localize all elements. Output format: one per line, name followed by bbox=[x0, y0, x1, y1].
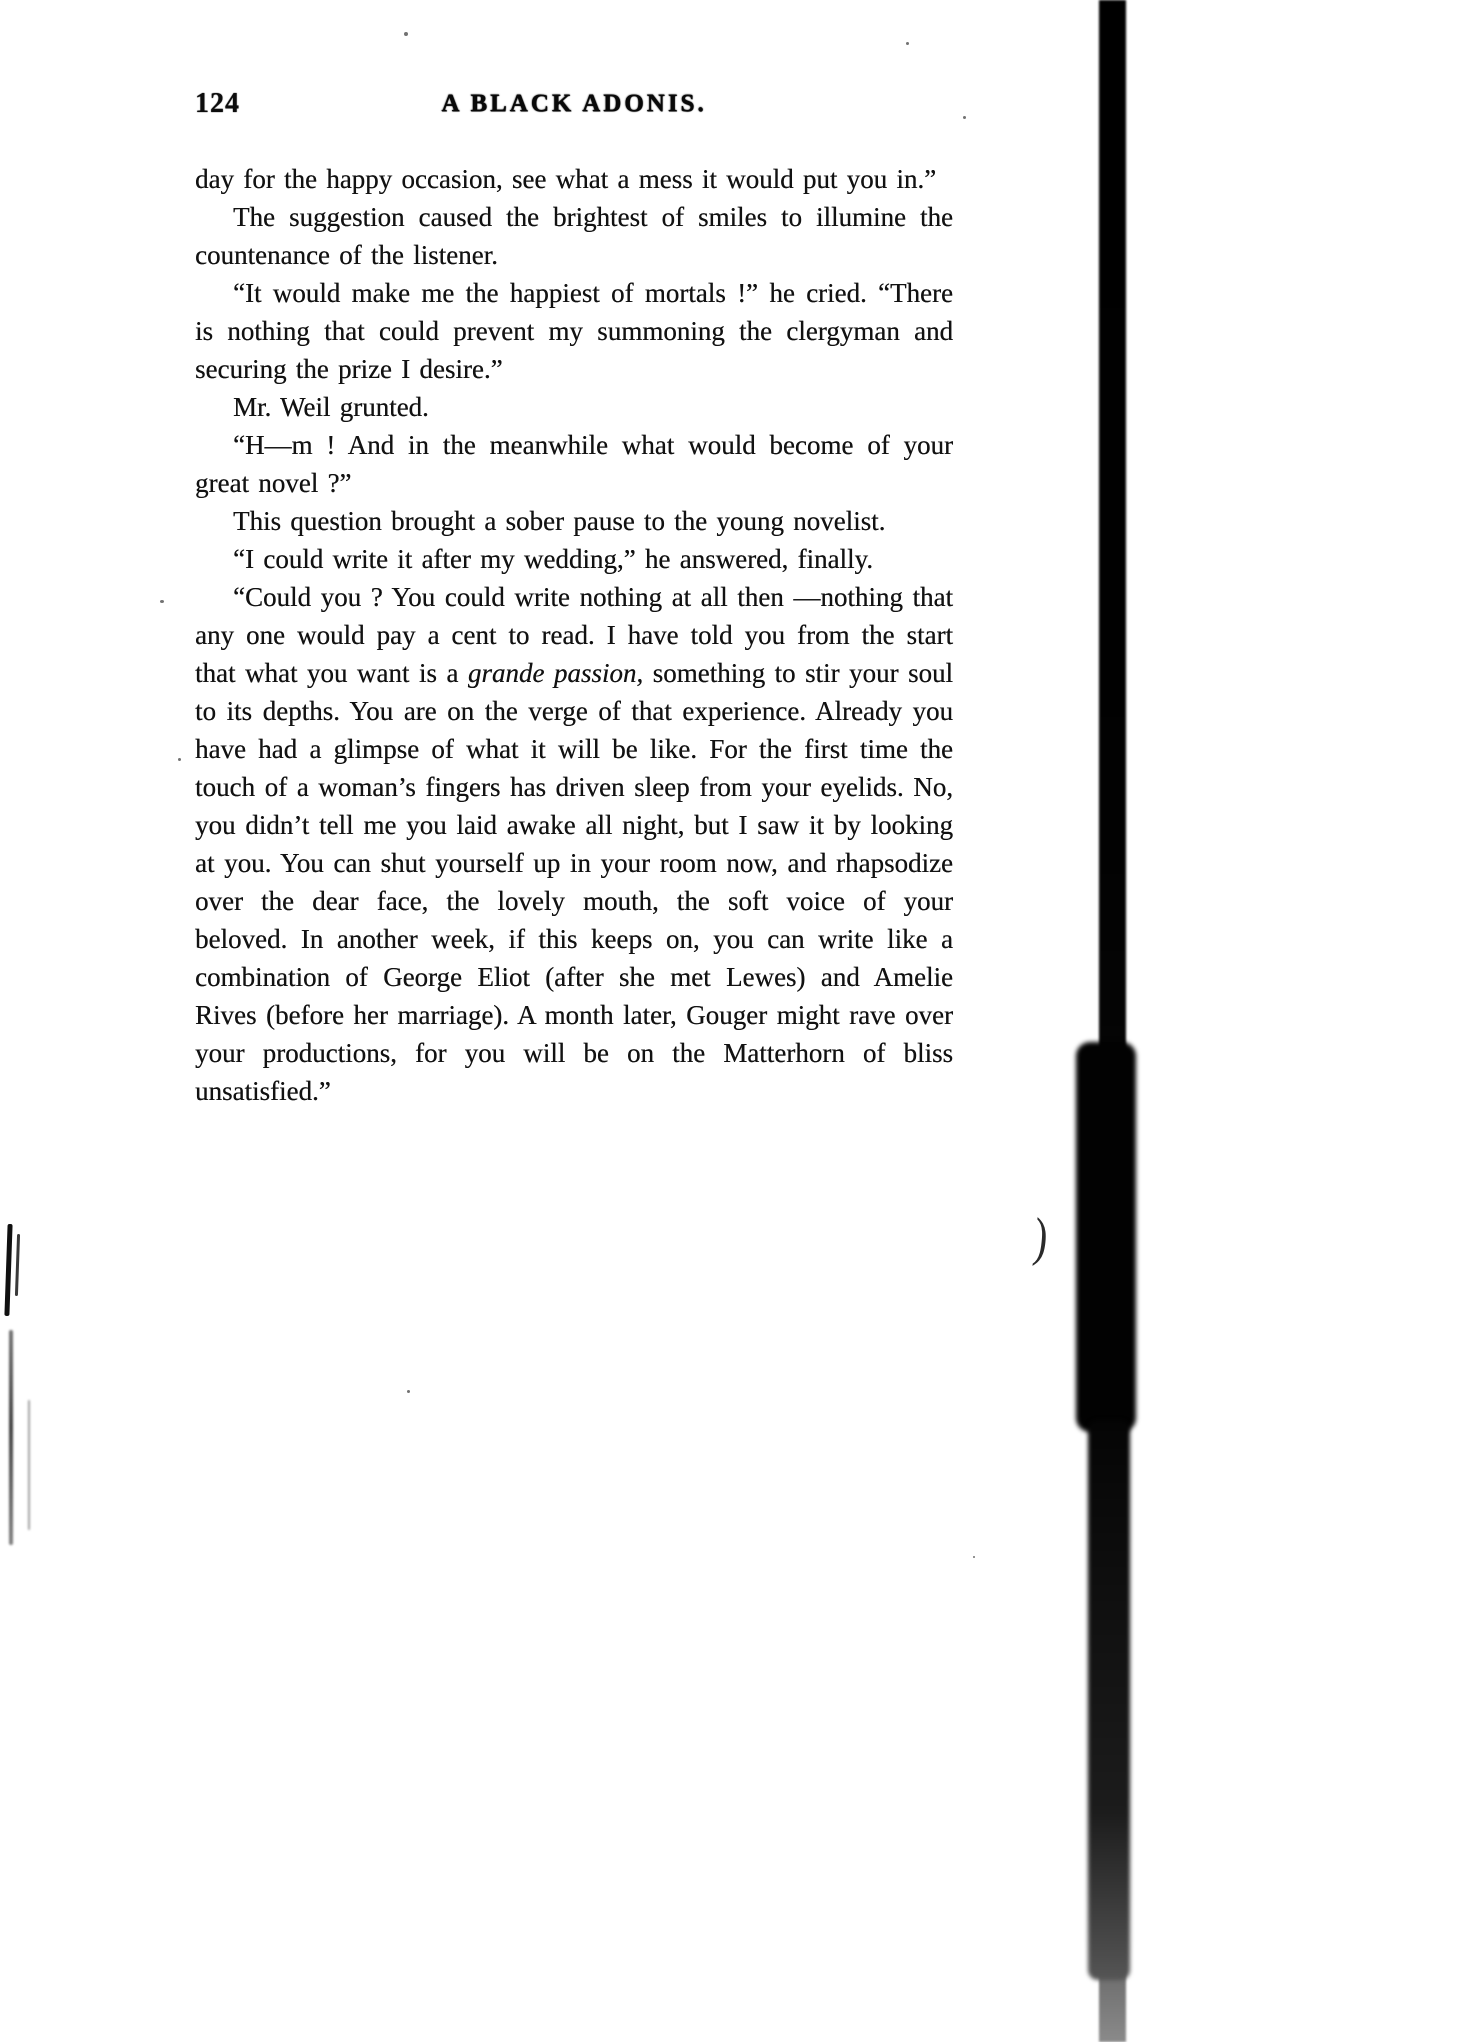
binding-mark bbox=[4, 1224, 12, 1316]
paragraph bbox=[195, 540, 953, 578]
text-segment: “I could write it after my wedding,” he answered, finally. bbox=[233, 544, 874, 574]
page-header-row bbox=[195, 88, 953, 130]
page-number: 124 bbox=[195, 88, 240, 119]
italic-phrase: grande passion, bbox=[467, 658, 644, 688]
scan-gutter-blotch bbox=[1076, 1042, 1136, 1432]
paragraph bbox=[195, 160, 953, 198]
text-segment: day for the happy occasion, see what a mess it would put you in.” bbox=[195, 164, 937, 194]
binding-mark bbox=[28, 1400, 30, 1530]
text-segment: “H—m ! And in the meanwhile what would become of your great novel ?” bbox=[195, 430, 953, 498]
ink-speck bbox=[963, 116, 966, 119]
ink-speck bbox=[160, 600, 164, 603]
text-segment: “It would make me the happiest of mortals !” he cried. “There is nothing that could prevent my summoning the clergyman and securing the prize I desire.” bbox=[195, 278, 953, 384]
text-segment: “Could you ? You could write nothing at all then —nothing that any one would pay a cent to read. I have told you from the start that what you want is a bbox=[195, 582, 953, 688]
ink-speck bbox=[906, 42, 909, 45]
running-header: A BLACK ADONIS. bbox=[441, 90, 707, 117]
text-segment: something to stir your soul to its depths. You are on the verge of that experience. Already you have had a glimpse of what it will be like. For the first time the touch of a woman’s fingers has driven sleep from your eyelids. No, you didn’t tell me you laid awake all night, but I saw it by looking at you. You can shut yourself up in your room now, and rhapsodize over the dear face, the lovely mouth, the soft voice of your beloved. In another week, if this keeps on, you can write like a combination of George Eliot (after she met Lewes) and Amelie Rives (before her marriage). A month later, Gouger might rave over your productions, for you will be on the Matterhorn of bliss unsatisfied.” bbox=[195, 658, 954, 1106]
ink-speck bbox=[973, 1556, 975, 1558]
scan-gutter-blotch-lower bbox=[1088, 1420, 1130, 1980]
paragraph bbox=[195, 198, 953, 274]
paragraph bbox=[195, 502, 953, 540]
page-text bbox=[195, 160, 953, 1110]
text-segment: The suggestion caused the brightest of smiles to illumine the countenance of the listener. bbox=[195, 202, 953, 270]
text-segment: This question brought a sober pause to the young novelist. bbox=[233, 506, 886, 536]
paragraph bbox=[195, 274, 953, 388]
paragraph bbox=[195, 578, 953, 1110]
paragraph bbox=[195, 388, 953, 426]
binding-mark bbox=[9, 1330, 13, 1545]
stray-ink-mark: ) bbox=[1031, 1206, 1051, 1268]
ink-speck bbox=[407, 1390, 410, 1393]
book-page bbox=[195, 88, 953, 1110]
paragraph bbox=[195, 426, 953, 502]
ink-speck bbox=[178, 758, 181, 761]
ink-speck bbox=[404, 32, 408, 36]
binding-mark bbox=[15, 1234, 20, 1296]
text-segment: Mr. Weil grunted. bbox=[233, 392, 429, 422]
